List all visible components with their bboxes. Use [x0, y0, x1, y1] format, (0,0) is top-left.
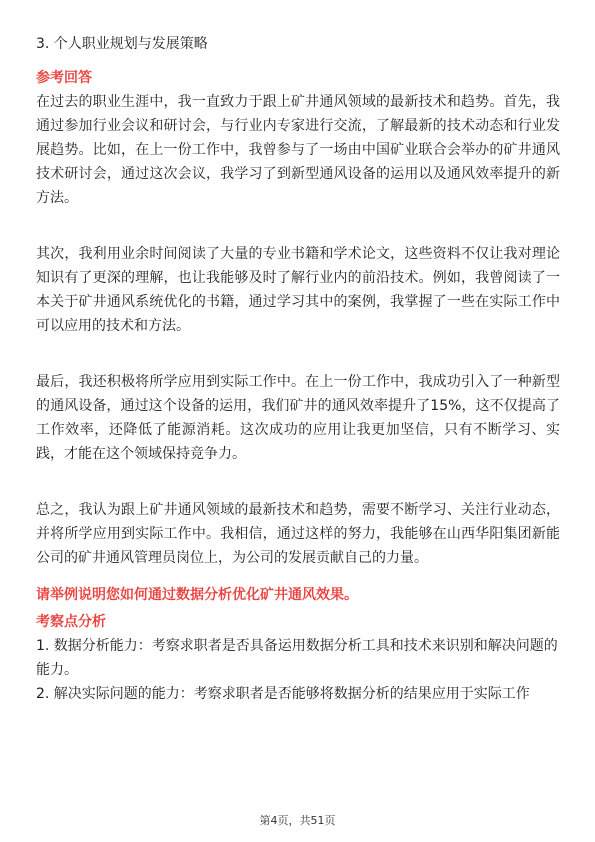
- answer-label: 参考回答: [36, 70, 92, 86]
- analysis-label: 考察点分析: [36, 614, 106, 630]
- analysis-point-2: 2. 解决实际问题的能力：考察求职者是否能够将数据分析的结果应用于实际工作: [36, 686, 530, 702]
- page-content: [36, 34, 560, 706]
- question-title: 请举例说明您如何通过数据分析优化矿井通风效果。: [36, 587, 358, 603]
- analysis-point-1: 1. 数据分析能力：考察求职者是否具备运用数据分析工具和技术来识别和解决问题的能力。: [36, 638, 558, 678]
- section-heading: 3. 个人职业规划与发展策略: [36, 36, 208, 52]
- answer-paragraph-4: 总之，我认为跟上矿井通风领域的最新技术和趋势，需要不断学习、关注行业动态，并将所学应用到实际工作中。我相信，通过这样的努力，我能够在山西华阳集团新能公司的矿井通风管理员岗位上，为公司的发展贡献自己的力量。: [36, 502, 560, 566]
- answer-paragraph-2: 其次，我利用业余时间阅读了大量的专业书籍和学术论文，这些资料不仅让我对理论知识有了更深的理解，也让我能够及时了解行业内的前沿技术。例如，我曾阅读了一本关于矿井通风系统优化的书籍，通过学习其中的案例，我掌握了一些在实际工作中可以应用的技术和方法。: [36, 246, 560, 334]
- page-footer: 第4页，共51页: [259, 814, 336, 827]
- answer-paragraph-3: 最后，我还积极将所学应用到实际工作中。在上一份工作中，我成功引入了一种新型的通风设备，通过这个设备的运用，我们矿井的通风效率提升了15%，这不仅提高了工作效率，还降低了能源消耗。这次成功的应用让我更加坚信，只有不断学习、实践，才能在这个领域保持竞争力。: [36, 374, 560, 462]
- answer-paragraph-1: 在过去的职业生涯中，我一直致力于跟上矿井通风领域的最新技术和趋势。首先，我通过参加行业会议和研讨会，与行业内专家进行交流，了解最新的技术动态和行业发展趋势。比如，在上一份工作中，我曾参与了一场由中国矿业联合会举办的矿井通风技术研讨会，通过这次会议，我学习了到新型通风设备的运用以及通风效率提升的新方法。: [36, 94, 560, 206]
